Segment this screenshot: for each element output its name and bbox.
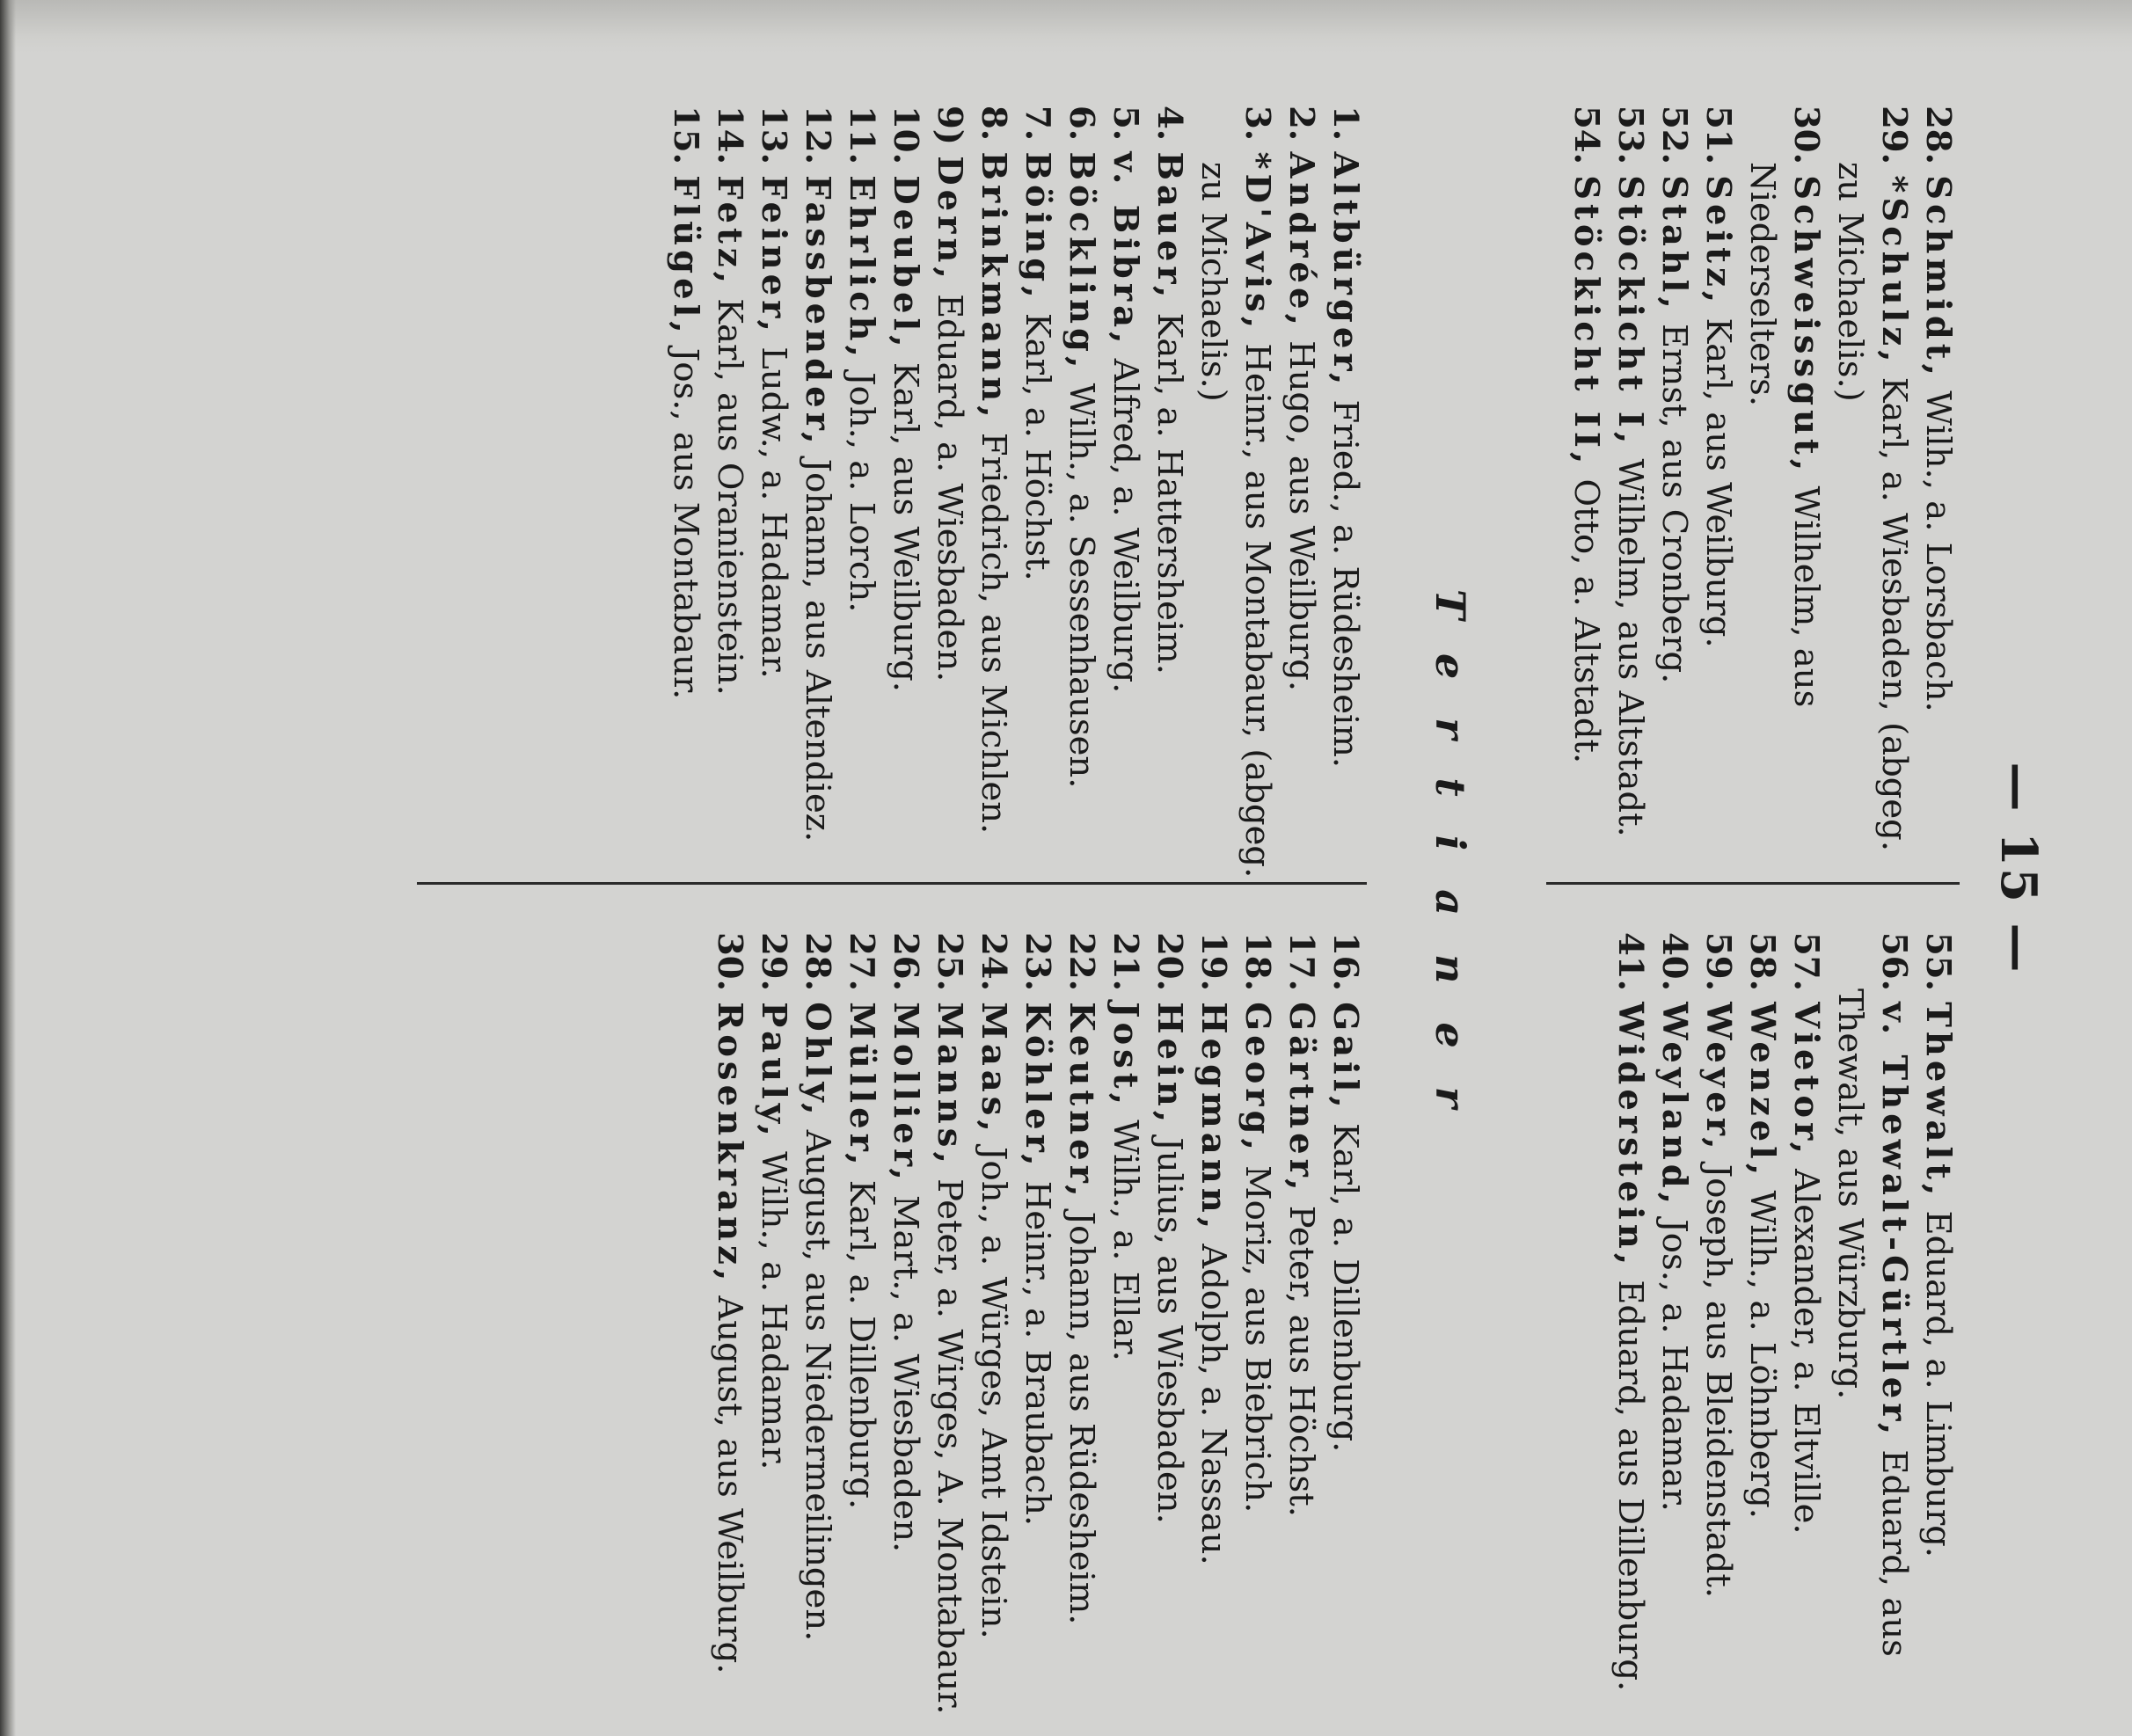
student-entry (971, 932, 1015, 1724)
entry-number: 21. (1106, 932, 1145, 991)
student-surname: Thewalt, (1918, 1002, 1958, 1200)
entry-number: 24. (974, 932, 1013, 991)
student-details: Wilh., a. Lorsbach. (1918, 390, 1958, 712)
student-surname: Bauer, (1150, 151, 1189, 303)
student-entry (1740, 106, 1828, 897)
student-entry (1323, 106, 1367, 897)
student-surname: Gail, (1325, 1002, 1365, 1112)
entry-number: 22. (1062, 932, 1101, 991)
student-entry (927, 932, 971, 1724)
entry-number: 17. (1281, 932, 1321, 991)
student-entry (1740, 932, 1784, 1724)
student-details: Johann, aus Altendiez. (798, 458, 837, 842)
student-surname: Manns, (930, 1002, 969, 1168)
student-surname: Deubel, (886, 175, 925, 352)
student-details: Karl, a. Hattersheim. (1150, 312, 1189, 675)
student-surname: Köhler, (1018, 1002, 1057, 1171)
student-surname: Hein, (1150, 1002, 1189, 1127)
student-entry (1059, 106, 1103, 897)
student-details: Karl, a. Dillenburg. (842, 1179, 881, 1510)
entry-number: 7. (1018, 106, 1057, 142)
entry-number: 58. (1742, 932, 1782, 991)
student-entry (751, 932, 795, 1724)
student-details: Alfred, a. Weilburg. (1106, 358, 1145, 694)
entry-number: 27. (842, 932, 881, 991)
entry-number: 19. (1194, 932, 1233, 991)
student-entry (1191, 106, 1279, 897)
student-surname: *Schulz, (1874, 175, 1914, 367)
entry-number: 20. (1150, 932, 1189, 991)
student-entry (1784, 932, 1828, 1724)
student-entry (1652, 932, 1696, 1724)
student-details: Friedrich, aus Michlen. (974, 432, 1013, 835)
entry-number: 25. (930, 932, 969, 991)
bottom-left-column (663, 106, 1367, 897)
student-surname: Stöckicht II, (1566, 175, 1606, 469)
entry-number: 13. (754, 106, 793, 164)
student-details: Wilh., a. Sessenhausen. (1062, 383, 1101, 789)
student-entry (663, 106, 707, 897)
student-details: Fried., a. Rüdesheim. (1325, 399, 1365, 769)
student-details: Karl, aus Weilburg. (1698, 317, 1738, 648)
student-entry (1916, 106, 1960, 897)
student-surname: Andrée, (1281, 151, 1321, 330)
student-details: Wilhelm, aus Niederselters. (1742, 162, 1826, 708)
student-surname: Georg, (1238, 1002, 1277, 1155)
student-details: Johann, aus Rüdesheim. (1062, 1211, 1101, 1625)
student-surname: v. Bibra, (1106, 151, 1145, 348)
entry-number: 41. (1610, 932, 1650, 991)
entry-number: 40. (1654, 932, 1694, 991)
student-surname: Böckling, (1062, 151, 1101, 373)
entry-number: 26. (886, 932, 925, 991)
entry-number: 59. (1698, 932, 1738, 991)
student-entry (1828, 106, 1916, 897)
student-entry (1279, 106, 1323, 897)
student-surname: Weyer, (1698, 1002, 1738, 1154)
student-entry (971, 106, 1015, 897)
student-details: Ernst, aus Cronberg. (1654, 324, 1694, 684)
entry-number: 12. (798, 106, 837, 164)
student-surname: Widerstein, (1610, 1002, 1650, 1270)
student-surname: Müller, (842, 1002, 881, 1170)
student-details: Karl, a. Wiesbaden, (abgeg. zu Michaelis.) (1830, 162, 1914, 852)
student-details: Karl, aus Oranienstein. (710, 298, 749, 696)
student-surname: Fetz, (710, 175, 749, 288)
entry-number: 3. (1238, 106, 1277, 142)
student-surname: Maas, (974, 1002, 1013, 1136)
entry-number: 51. (1698, 106, 1738, 164)
student-entry (1608, 932, 1652, 1724)
student-entry (1059, 932, 1103, 1724)
student-details: Eduard, a. Wiesbaden. (930, 294, 969, 682)
student-surname: Schweissgut, (1786, 175, 1826, 476)
student-surname: Seitz, (1698, 175, 1738, 308)
entry-number: 18. (1238, 932, 1277, 991)
student-details: Eduard, a. Limburg. (1918, 1210, 1958, 1558)
entry-number: 55. (1918, 932, 1958, 991)
student-details: Heinr., aus Montabaur, (abgeg. zu Michaelis.) (1194, 162, 1277, 879)
student-entry (1103, 932, 1147, 1724)
student-details: Karl, a. Dillenburg. (1325, 1122, 1365, 1453)
student-details: Jos., aus Montabaur. (666, 347, 705, 700)
student-entry (1696, 932, 1740, 1724)
student-entry (839, 932, 883, 1724)
student-surname: Vietor, (1786, 1002, 1826, 1158)
student-surname: Keutner, (1062, 1002, 1101, 1201)
section-heading: Tertianer (1427, 589, 1474, 1147)
entry-number: 57. (1786, 932, 1826, 991)
student-entry (707, 932, 751, 1724)
student-entry (1828, 932, 1916, 1724)
entry-number: 30. (710, 932, 749, 991)
student-entry (1103, 106, 1147, 897)
entry-number: 5. (1106, 106, 1145, 142)
student-details: Wilh., a. Löhnberg. (1742, 1190, 1782, 1519)
entry-number: 14. (710, 106, 749, 164)
student-entry (883, 106, 927, 897)
student-details: Moriz, aus Biebrich. (1238, 1165, 1277, 1514)
student-entry (1916, 932, 1960, 1724)
student-entry (1147, 106, 1191, 897)
entry-number: 2. (1281, 106, 1321, 142)
student-details: Joh., a. Lorch. (842, 372, 881, 613)
student-surname: Ohly, (798, 1002, 837, 1120)
student-surname: Schmidt, (1918, 175, 1958, 380)
student-surname: *D'Avis, (1238, 151, 1277, 333)
student-surname: Gärtner, (1281, 1002, 1321, 1195)
entry-number: 29. (1874, 106, 1914, 164)
student-entry (1279, 932, 1323, 1724)
student-details: Peter, a. Wirges, A. Montabaur. (930, 1178, 969, 1715)
student-details: Wilh., a. Hadamar. (754, 1151, 793, 1470)
student-surname: Fassbender, (798, 175, 837, 449)
student-surname: Stöckicht I, (1610, 175, 1650, 449)
entry-number: 16. (1325, 932, 1365, 991)
student-details: August, aus Weilburg. (710, 1295, 749, 1674)
student-surname: Weyland, (1654, 1002, 1694, 1209)
student-surname: Rosenkranz, (710, 1002, 749, 1286)
student-details: Hugo, aus Weilburg. (1281, 340, 1321, 692)
student-details: Julius, aus Wiesbaden. (1150, 1137, 1189, 1524)
student-details: Karl, aus Weilburg. (886, 361, 925, 693)
student-details: Joh., a. Würges, Amt Idstein. (974, 1147, 1013, 1639)
student-entry (1191, 932, 1235, 1724)
student-entry (1564, 106, 1608, 897)
column-divider-top (1546, 882, 1960, 885)
student-entry (751, 106, 795, 897)
student-details: Otto, a. Altstadt. (1566, 478, 1606, 764)
student-details: Alexander, a. Eltville. (1786, 1169, 1826, 1535)
entry-number: 52. (1654, 106, 1694, 164)
student-entry (1015, 106, 1059, 897)
student-entry (1147, 932, 1191, 1724)
student-entry (1696, 106, 1740, 897)
entry-number: 53. (1610, 106, 1650, 164)
student-details: August, aus Niedermeilingen. (798, 1129, 837, 1642)
entry-number: 30. (1786, 106, 1826, 164)
student-entry (883, 932, 927, 1724)
student-entry (927, 106, 971, 897)
student-surname: Böing, (1018, 151, 1057, 303)
page-number: — 15 — (1990, 762, 2048, 974)
student-details: Wilhelm, aus Altstadt. (1610, 458, 1650, 837)
student-details: Eduard, aus Thewalt, aus Würzburg. (1830, 988, 1914, 1657)
top-left-column (1564, 106, 1960, 897)
entry-number: 54. (1566, 106, 1606, 164)
entry-number: 28. (1918, 106, 1958, 164)
student-entry (707, 106, 751, 897)
student-surname: Flügel, (666, 175, 705, 338)
entry-number: 28. (798, 932, 837, 991)
column-divider-bottom (417, 882, 1367, 885)
student-entry (1235, 932, 1279, 1724)
student-entry (1015, 932, 1059, 1724)
student-details: Wilh., a. Ellar. (1106, 1120, 1145, 1361)
entry-number: 56. (1874, 932, 1914, 991)
student-surname: Dern, (930, 156, 969, 283)
student-details: Heinr., a. Braubach. (1018, 1180, 1057, 1527)
student-entry (795, 106, 839, 897)
student-surname: Brinkmann, (974, 151, 1013, 422)
student-details: Peter, aus Höchst. (1281, 1205, 1321, 1517)
entry-number: 15. (666, 106, 705, 164)
student-entry (839, 106, 883, 897)
student-entry (795, 932, 839, 1724)
student-entry (1608, 106, 1652, 897)
student-entry (1323, 932, 1367, 1724)
student-details: Ludw., a. Hadamar. (754, 346, 793, 679)
student-surname: Pauly, (754, 1002, 793, 1141)
student-details: Adolph, a. Nassau. (1194, 1244, 1233, 1565)
entry-number: 6. (1062, 106, 1101, 142)
student-surname: Mollier, (886, 1002, 925, 1185)
bottom-right-column (707, 932, 1367, 1724)
entry-number: 9) (930, 106, 969, 146)
student-surname: Altbürger, (1325, 151, 1365, 390)
top-right-column (1608, 932, 1960, 1724)
student-surname: Jost, (1106, 1002, 1145, 1109)
student-surname: Stahl, (1654, 175, 1694, 313)
entry-number: 11. (842, 106, 881, 164)
student-surname: Hegmann, (1194, 1002, 1233, 1234)
student-details: Joseph, aus Bleidenstadt. (1698, 1163, 1738, 1599)
student-surname: v. Thewalt-Gürtler, (1874, 1002, 1914, 1440)
student-details: Jos., a. Hadamar. (1654, 1219, 1694, 1512)
entry-number: 29. (754, 932, 793, 991)
entry-number: 10. (886, 106, 925, 164)
entry-number: 23. (1018, 932, 1057, 991)
student-details: Eduard, aus Dillenburg. (1610, 1280, 1650, 1692)
entry-number: 8. (974, 106, 1013, 142)
student-surname: Ehrlich, (842, 175, 881, 361)
entry-number: 1. (1325, 106, 1365, 142)
student-surname: Wenzel, (1742, 1002, 1782, 1180)
entry-number: 4. (1150, 106, 1189, 142)
student-entry (1652, 106, 1696, 897)
student-surname: Feiner, (754, 175, 793, 336)
student-details: Mart., a. Wiesbaden. (886, 1195, 925, 1553)
student-details: Karl, a. Höchst. (1018, 312, 1057, 581)
